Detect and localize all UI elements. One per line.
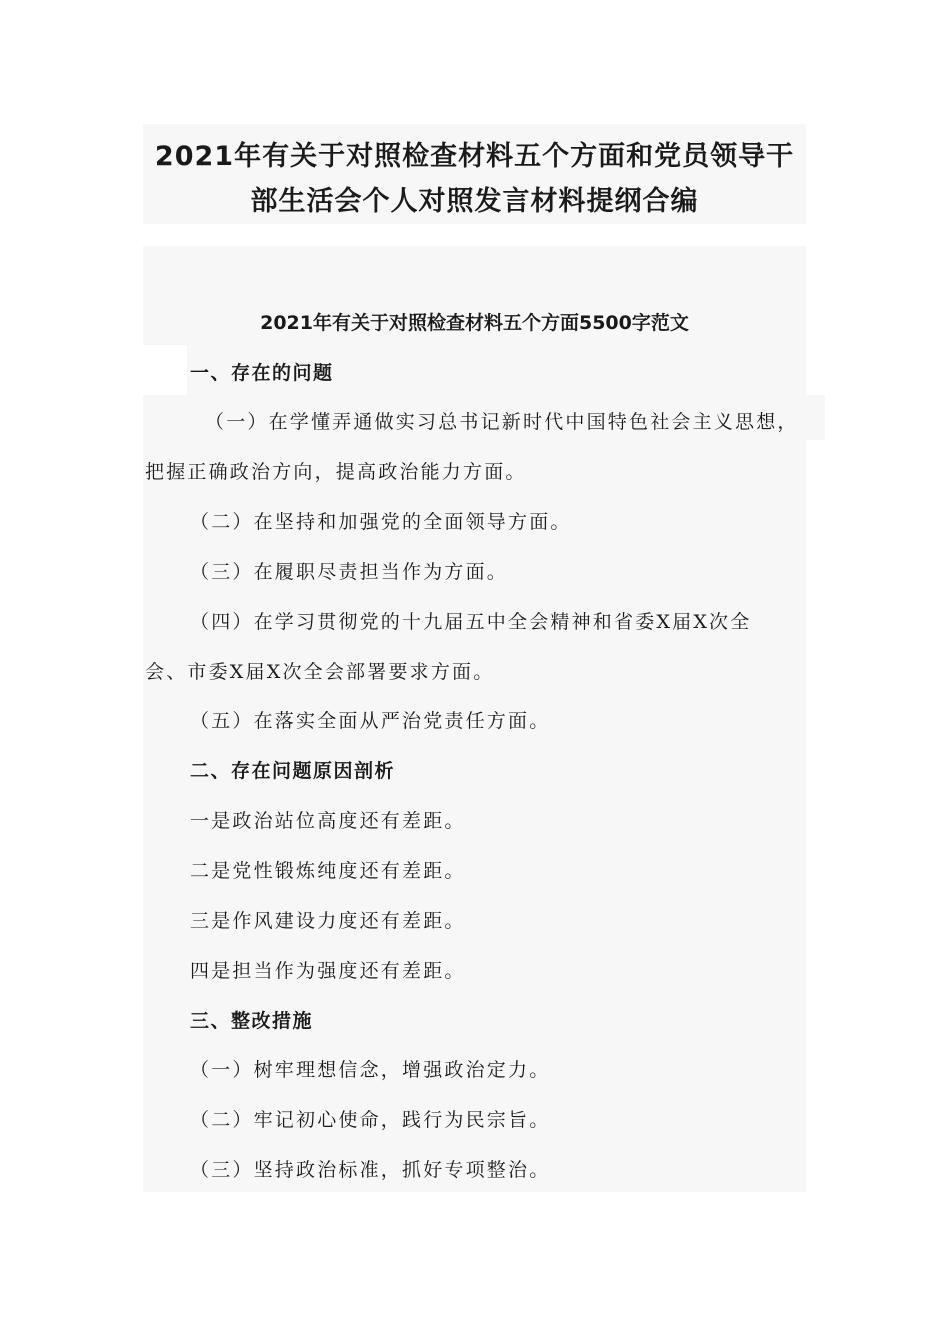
- section-3-item: （二）牢记初心使命，践行为民宗旨。: [190, 1109, 551, 1131]
- section-3-item: （一）树牢理想信念，增强政治定力。: [190, 1059, 551, 1081]
- section-3-heading: 三、整改措施: [190, 1010, 314, 1032]
- section-2-item: 一是政治站位高度还有差距。: [190, 810, 466, 832]
- section-1-item-2: （二）在坚持和加强党的全面领导方面。: [190, 511, 572, 533]
- section-2-item: 四是担当作为强度还有差距。: [190, 960, 466, 982]
- section-1-item-4-line-2: 会、市委X届X次全会部署要求方面。: [145, 661, 495, 683]
- section-1-item-4-line-1: （四）在学习贯彻党的十九届五中全会精神和省委X届X次全: [190, 611, 752, 633]
- document-title-line-1: 2021年有关于对照检查材料五个方面和党员领导干: [154, 141, 795, 172]
- section-1-item-3: （三）在履职尽责担当作为方面。: [190, 561, 509, 583]
- section-1-item-1-line-2: 把握正确政治方向，提高政治能力方面。: [145, 461, 527, 483]
- document-title-line-2: 部生活会个人对照发言材料提纲合编: [250, 186, 699, 217]
- section-2-item: 三是作风建设力度还有差距。: [190, 910, 466, 932]
- section-2-heading: 二、存在问题原因剖析: [190, 760, 396, 782]
- page-gap: [143, 345, 187, 395]
- section-1-heading: 一、存在的问题: [190, 362, 334, 384]
- section-2-item: 二是党性锻炼纯度还有差距。: [190, 860, 466, 882]
- document-subtitle: 2021年有关于对照检查材料五个方面5500字范文: [260, 312, 689, 334]
- section-3-item: （三）坚持政治标准，抓好专项整治。: [190, 1159, 551, 1181]
- section-1-item-5: （五）在落实全面从严治党责任方面。: [190, 710, 551, 732]
- section-1-item-1-line-1: （一）在学懂弄通做实习总书记新时代中国特色社会主义思想，: [205, 411, 799, 433]
